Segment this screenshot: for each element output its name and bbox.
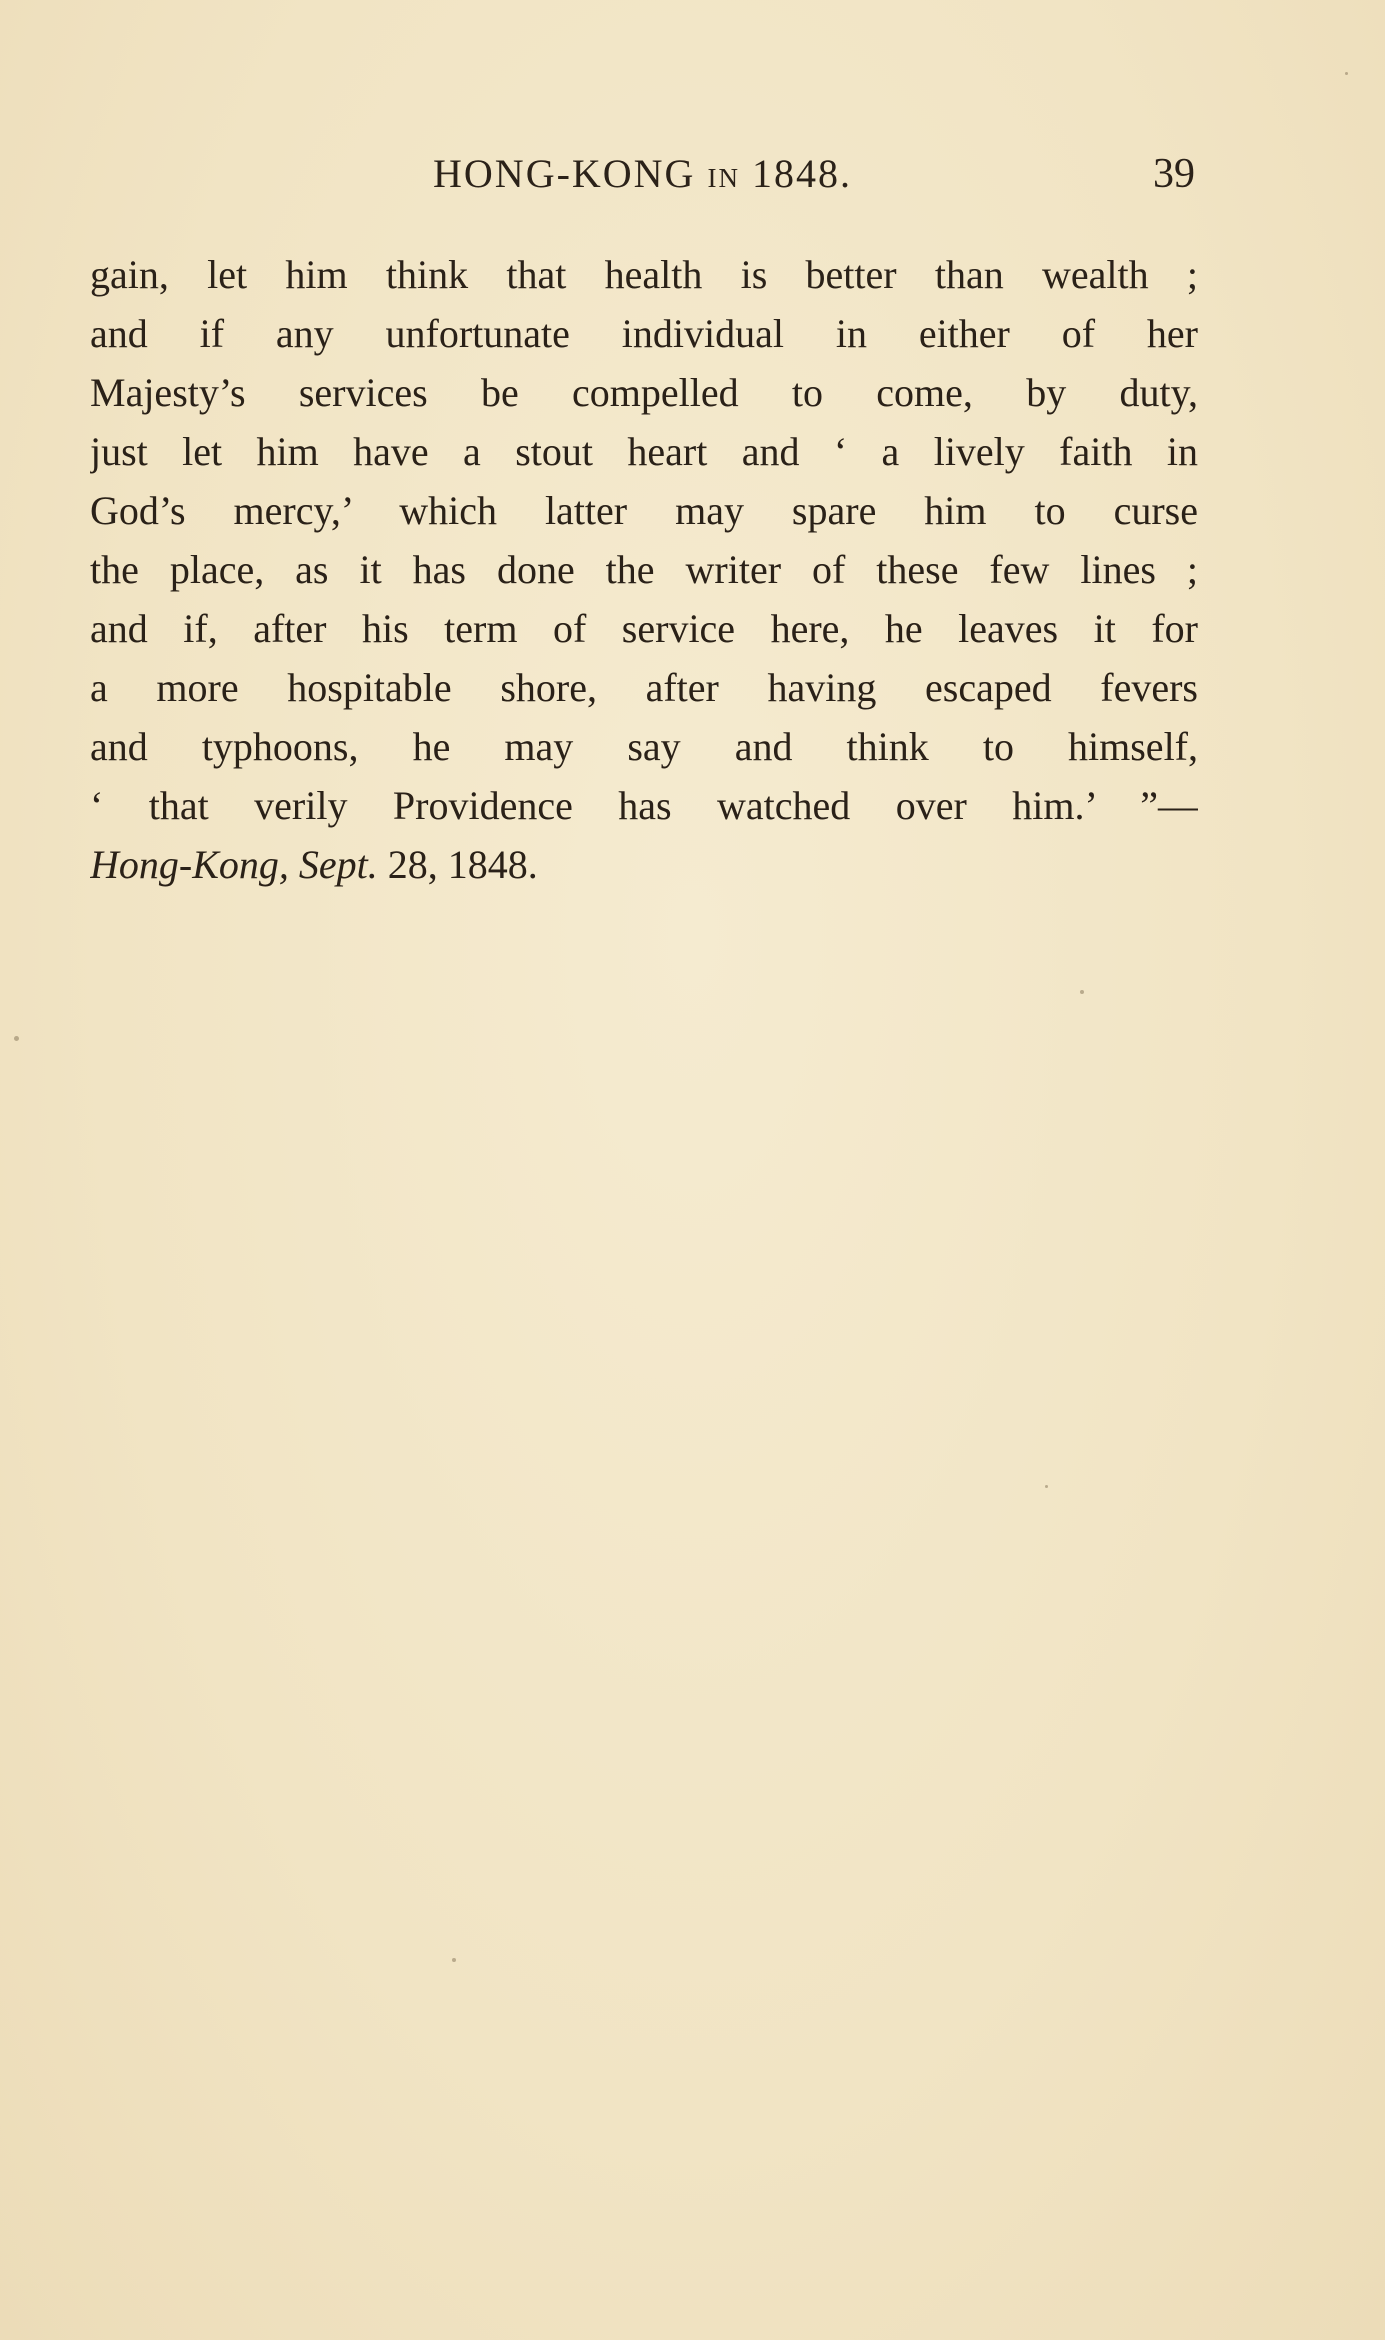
date-day-year: 28, 1848. bbox=[387, 842, 538, 887]
paper-speck bbox=[1345, 72, 1348, 75]
text-line-date bbox=[90, 835, 1198, 894]
text-line-8: a more hospitable shore, after having escaped fevers bbox=[90, 665, 1198, 710]
text-line-1: gain, let him think that health is better than wealth ; bbox=[90, 252, 1198, 297]
running-head bbox=[90, 150, 1195, 210]
text-line-7: and if, after his term of service here, he leaves it for bbox=[90, 606, 1198, 651]
running-title-year: 1848. bbox=[751, 151, 852, 196]
running-title bbox=[90, 150, 1195, 197]
date-month: Sept. bbox=[298, 842, 378, 887]
text-line-3: Majesty’s services be compelled to come, by duty, bbox=[90, 370, 1198, 415]
paper-speck bbox=[1080, 990, 1084, 994]
running-title-in: in bbox=[707, 154, 740, 196]
text-line-6: the place, as it has done the writer of these few lines ; bbox=[90, 547, 1198, 592]
running-title-place: HONG-KONG bbox=[433, 151, 696, 196]
page-number: 39 bbox=[1153, 151, 1195, 197]
paper-speck bbox=[14, 1036, 19, 1041]
paper-speck bbox=[1045, 1485, 1048, 1488]
text-line-2: and if any unfortunate individual in either of her bbox=[90, 311, 1198, 356]
text-line-9: and typhoons, he may say and think to himself, bbox=[90, 724, 1198, 769]
paper-speck bbox=[452, 1958, 456, 1962]
text-line-5: God’s mercy,’ which latter may spare him to curse bbox=[90, 488, 1198, 533]
body-text bbox=[90, 245, 1198, 894]
date-place: Hong-Kong, bbox=[90, 842, 289, 887]
text-line-4: just let him have a stout heart and ‘ a lively faith in bbox=[90, 429, 1198, 474]
text-line-10: ‘ that verily Providence has watched over him.’ ”— bbox=[90, 783, 1198, 828]
